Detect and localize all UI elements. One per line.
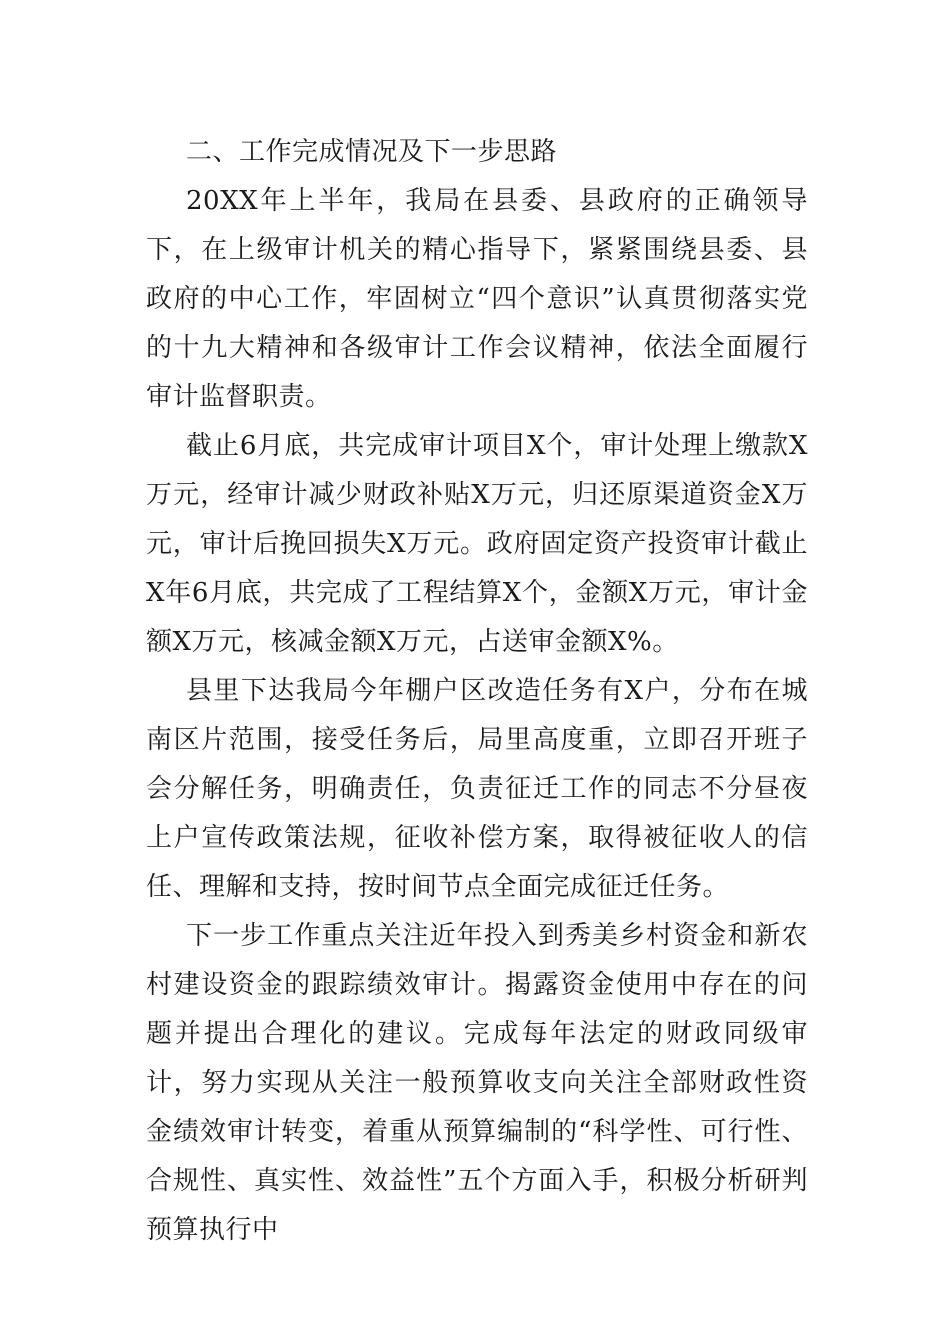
paragraph-next-steps: 下一步工作重点关注近年投入到秀美乡村资金和新农村建设资金的跟踪绩效审计。揭露资金使用中存在的问题并提出合理化的建议。完成每年法定的财政同级审计，努力实现从关注一般预算收支向关注全部财政性资金绩效审计转变，着重从预算编制的“科学性、可行性、合规性、真实性、效益性”五个方面入手，积极分析研判预算执行中 (146, 921, 808, 1245)
paragraph-relocation-task: 县里下达我局今年棚户区改造任务有X户，分布在城南区片范围，接受任务后，局里高度重，立即召开班子会分解任务，明确责任，负责征迁工作的同志不分昼夜上户宣传政策法规，征收补偿方案，取得被征收人的信任、理解和支持，按时间节点全面完成征迁任务。 (146, 676, 808, 902)
paragraph-summary: 20XX年上半年，我局在县委、县政府的正确领导下，在上级审计机关的精心指导下，紧紧围绕县委、县政府的中心工作，牢固树立“四个意识”认真贯彻落实党的十九大精神和各级审计工作会议精神，依法全面履行审计监督职责。 (146, 186, 808, 412)
paragraph-audit-results: 截止6月底，共完成审计项目X个，审计处理上缴款X万元，经审计减少财政补贴X万元，归还原渠道资金X万元，审计后挽回损失X万元。政府固定资产投资审计截止X年6月底，共完成了工程结算X个，金额X万元，审计金额X万元，核减金额X万元，占送审金额X%。 (146, 431, 808, 657)
section-heading: 二、工作完成情况及下一步思路 (186, 137, 558, 167)
document-body (146, 128, 808, 1255)
